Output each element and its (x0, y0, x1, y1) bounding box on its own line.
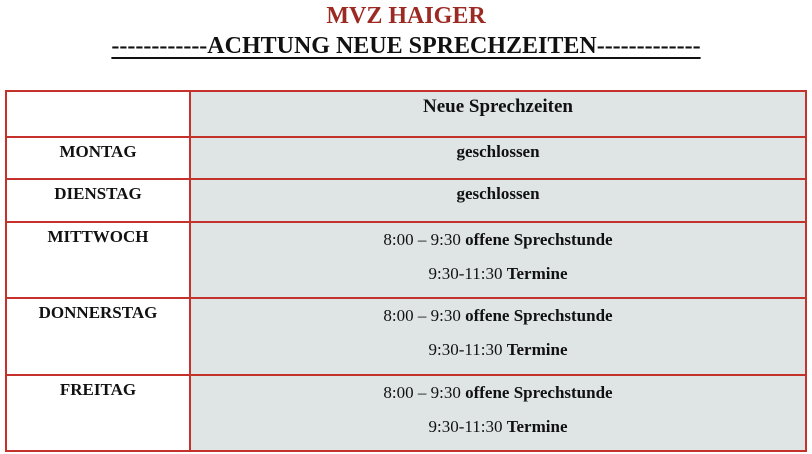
table-header-row (6, 91, 806, 137)
hours-cell (190, 222, 806, 298)
time-range: 9:30-11:30 (428, 340, 507, 360)
day-cell (6, 375, 190, 451)
time-range: 9:30-11:30 (428, 263, 507, 283)
header-hours-cell (190, 91, 806, 137)
hours-label: Termine (506, 340, 568, 360)
hours-cell (190, 375, 806, 451)
day-cell (6, 222, 190, 298)
table-row (6, 179, 806, 221)
hours-line (191, 257, 805, 291)
day-label: DIENSTAG (54, 184, 142, 204)
day-label: DONNERSTAG (38, 303, 158, 323)
day-label: FREITAG (59, 379, 137, 399)
day-label: MONTAG (59, 142, 137, 162)
table-row (6, 375, 806, 451)
hours-label: Termine (506, 263, 568, 283)
hours-label: offene Sprechstunde (465, 306, 613, 326)
time-range: 8:00 – 9:30 (383, 229, 466, 249)
hours-line (191, 376, 805, 410)
hours-line (191, 410, 805, 444)
day-cell (6, 179, 190, 221)
table-row (6, 222, 806, 298)
time-range: 8:00 – 9:30 (383, 306, 466, 326)
hours-table (5, 90, 807, 452)
table-row (6, 298, 806, 374)
hours-label: offene Sprechstunde (465, 229, 613, 249)
hours-line (191, 299, 805, 333)
time-range: 9:30-11:30 (428, 416, 507, 436)
hours-label: offene Sprechstunde (465, 382, 613, 402)
time-range: 8:00 – 9:30 (383, 382, 466, 402)
hours-line (191, 184, 805, 204)
hours-cell (190, 298, 806, 374)
notice-heading: ------------ACHTUNG NEUE SPRECHZEITEN------------- (111, 33, 701, 59)
page-title: MVZ HAIGER (326, 3, 486, 29)
header-hours-label: Neue Sprechzeiten (422, 96, 574, 117)
hours-label: Termine (506, 416, 568, 436)
table-row (6, 137, 806, 179)
hours-line (191, 223, 805, 257)
day-label: MITTWOCH (47, 226, 149, 246)
hours-cell (190, 179, 806, 221)
hours-label: geschlossen (456, 184, 540, 204)
header-day-cell (6, 91, 190, 137)
hours-line (191, 142, 805, 162)
day-cell (6, 137, 190, 179)
hours-label: geschlossen (456, 142, 540, 162)
hours-cell (190, 137, 806, 179)
hours-line (191, 333, 805, 367)
day-cell (6, 298, 190, 374)
